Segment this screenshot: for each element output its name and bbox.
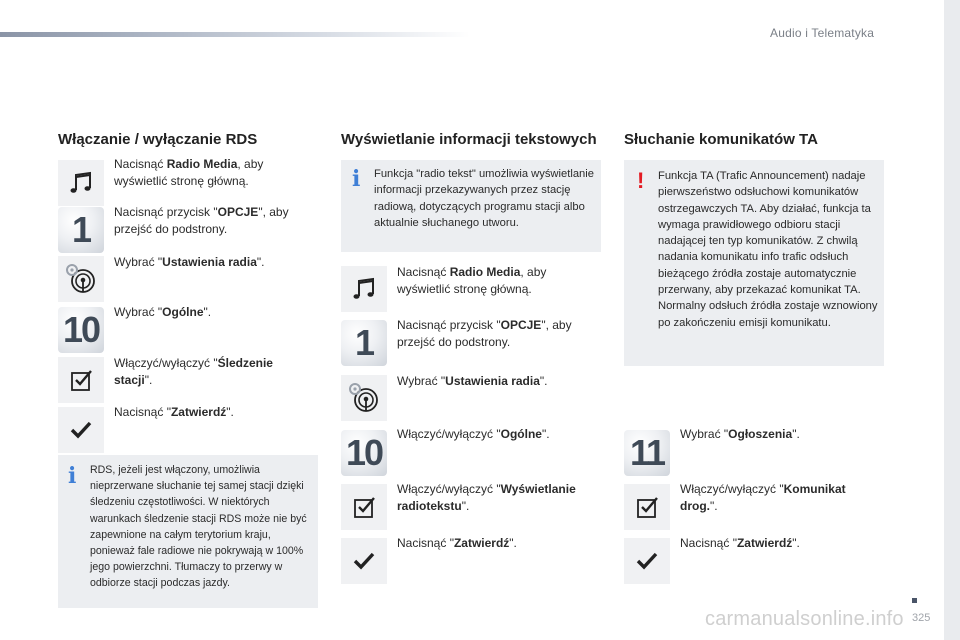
- col1-step4: Wybrać "Ogólne".: [114, 305, 212, 319]
- page-edge-strip: [944, 0, 960, 640]
- col3-step2: Włączyć/wyłączyć "Komunikat drog.".: [680, 482, 846, 513]
- col3-warning-text: Funkcja TA (Trafic Announcement) nadaje pierwszeństwo odsłuchowi komunikatów ostrzegawczych TA. Aby działać, funkcja ta wymaga prawidłowego odbioru stacji nadającej ten typ komunikatów. Z chwilą nadania komunikatu info trafic odsłuch bieżącego źródła zostaje automatycznie przerwany, aby przekazać komunikat TA. Normalny odsłuch źródła zostaje wznowiony po zakończeniu emisji komunikatu.: [658, 170, 878, 329]
- music-note-icon: [67, 169, 95, 197]
- warning-icon: !: [637, 168, 645, 193]
- col1-step2: Nacisnąć przycisk "OPCJE", aby przejść do podstrony.: [114, 205, 289, 236]
- checkbox-tile: [341, 484, 387, 530]
- music-tile: [58, 160, 104, 206]
- col1-title: Włączanie / wyłączanie RDS: [58, 131, 258, 148]
- page-number: 325: [912, 612, 931, 624]
- col1-step3: Wybrać "Ustawienia radia".: [114, 255, 265, 269]
- checkmark-icon: [634, 548, 660, 574]
- music-note-icon: [350, 275, 378, 303]
- col2-title: Wyświetlanie informacji tekstowych: [341, 131, 597, 148]
- checkbox-toggle-icon: [66, 365, 96, 395]
- checkbox-tile: [624, 484, 670, 530]
- radio-settings-tile: [341, 375, 387, 421]
- col1-step5: Włączyć/wyłączyć "Śledzenie stacji".: [114, 356, 273, 387]
- col1-note-text: RDS, jeżeli jest włączony, umożliwia nieprzerwane słuchanie tej samej stacji dzięki śledzeniu częstotliwości. W niektórych warunkach śledzenie stacji RDS może nie być zapewnione na całym terytorium kraju, ponieważ fale radiowe nie pokrywają w 100% jego powierzchni. Tłumaczy to przerwy w odbiorze stacji podczas jazdy.: [90, 464, 307, 590]
- col2-step3: Wybrać "Ustawienia radia".: [397, 374, 548, 388]
- music-tile: [341, 266, 387, 312]
- info-icon: i: [68, 463, 77, 489]
- checkbox-tile: [58, 357, 104, 403]
- step-number-1: 1: [341, 320, 387, 366]
- section-header: Audio i Telematyka: [770, 26, 875, 40]
- col3-step3: Nacisnąć "Zatwierdź".: [680, 536, 800, 550]
- confirm-tile: [624, 538, 670, 584]
- step-number-1: 1: [58, 207, 104, 253]
- info-icon: i: [352, 166, 361, 192]
- confirm-tile: [58, 407, 104, 453]
- radio-settings-icon: [345, 379, 383, 417]
- checkmark-icon: [351, 548, 377, 574]
- radio-settings-icon: [62, 260, 100, 298]
- watermark: carmanualsonline.info: [705, 608, 904, 630]
- col1-step6: Nacisnąć "Zatwierdź".: [114, 405, 234, 419]
- col3-step1: Wybrać "Ogłoszenia".: [680, 427, 800, 441]
- col3-title: Słuchanie komunikatów TA: [624, 131, 818, 148]
- radio-settings-tile: [58, 256, 104, 302]
- header-bar: [0, 32, 470, 37]
- col2-step4: Włączyć/wyłączyć "Ogólne".: [397, 427, 550, 441]
- col2-step2: Nacisnąć przycisk "OPCJE", aby przejść do podstrony.: [397, 318, 572, 349]
- step-number-10: 10: [58, 307, 104, 353]
- checkmark-icon: [68, 417, 94, 443]
- checkbox-toggle-icon: [349, 492, 379, 522]
- step-number-10: 10: [341, 430, 387, 476]
- col2-step6: Nacisnąć "Zatwierdź".: [397, 536, 517, 550]
- col2-step5: Włączyć/wyłączyć "Wyświetlanie radiotekstu".: [397, 482, 576, 513]
- confirm-tile: [341, 538, 387, 584]
- checkbox-toggle-icon: [632, 492, 662, 522]
- step-number-11: 11: [624, 430, 670, 476]
- page-marker: [912, 598, 917, 603]
- col2-info-text: Funkcja "radio tekst" umożliwia wyświetlanie informacji przekazywanych przez stację radiową, dotyczących programu stacji albo aktualnie słuchanego utworu.: [374, 168, 594, 229]
- col1-step1: Nacisnąć Radio Media, aby wyświetlić stronę główną.: [114, 157, 264, 188]
- col2-step1: Nacisnąć Radio Media, aby wyświetlić stronę główną.: [397, 265, 547, 296]
